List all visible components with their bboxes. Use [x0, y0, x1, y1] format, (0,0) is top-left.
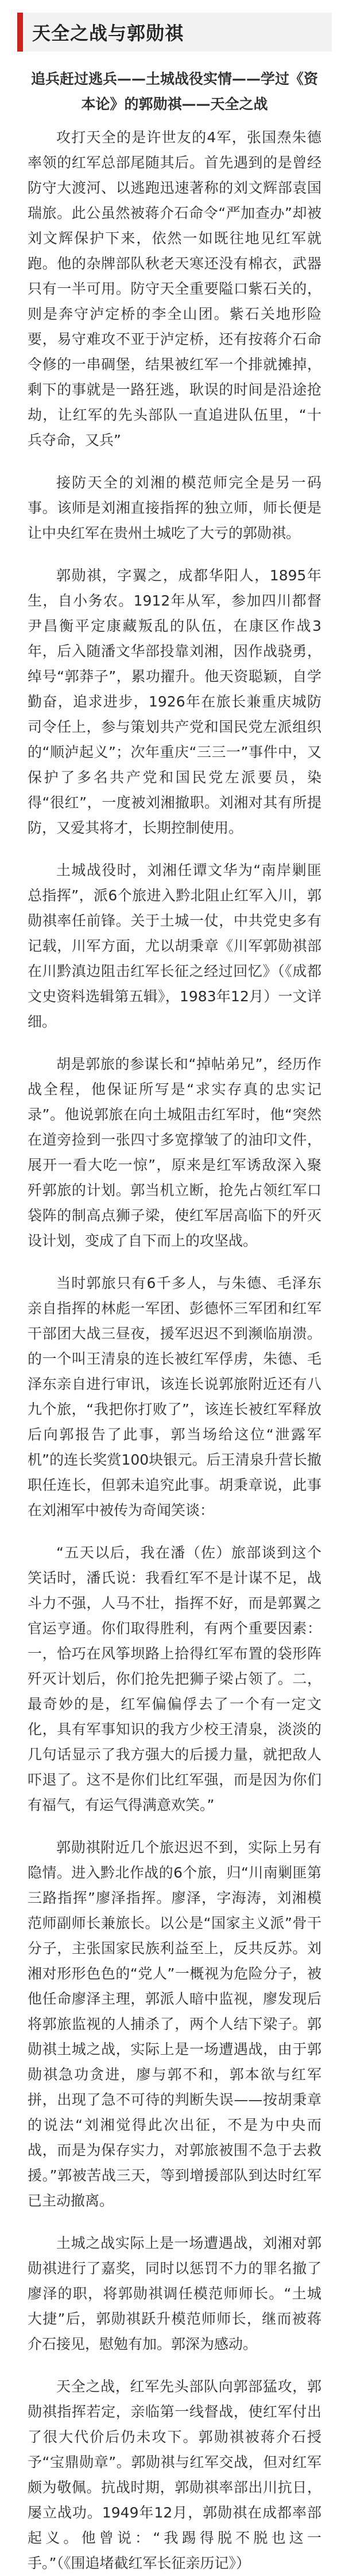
paragraph-9: 土城之战实际上是一场遭遇战，刘湘对郭勋祺进行了嘉奖，同时以惩罚不力的罪名撤了廖泽的职，将郭勋祺调任模范师师长。“土城大捷”后，郭勋祺跃升模范师师长，继而被蒋介石接见，慰勉有加。郭深为感动。 — [28, 2235, 321, 2352]
paragraph-4: 土城战役时，刘湘任谭文华为“南岸剿匪总指挥”，派6个旅进入黔北阻止红军入川，郭勋祺率任前锋。关于土城一仗，中共党史多有记载，川军方面，尤以胡秉章《川军郭勋祺部在川黔滇边阻击红军长征之经过回忆》（《成都文史资料选辑第五辑》，1983年12月）一文详细。 — [28, 862, 321, 1030]
paragraph-7-quote: “五天以后，我在潘（佐）旅部谈到这个笑话时，潘氏说：我看红军不是计谋不足，战斗力不强，人马不壮，指挥不好，而是郭翼之官运亨通。你们取得胜利，有两个重要因素：一，恰巧在风筝坝路上拾得红军布置的袋形阵歼灭计划后，你们抢先把狮子梁占领了。二，最奇妙的是，红军偏偏俘去了一个有一定文化，具有军事知识的我方少校王清泉，淡淡的几句话显示了我方强大的后援力量，就把敌人吓退了。这不是你们比红军强，而是因为你们有福气，有运气得满意欢笑。” — [28, 1544, 321, 1813]
paragraph-8: 郭勋祺附近几个旅迟迟不到，实际上另有隐情。进入黔北作战的6个旅，归“川南剿匪第三路指挥”廖泽指挥。廖泽，字海涛，刘湘模范师副师长兼旅长。以公是“国家主义派”骨干分子，主张国家民族利益至上，反共反苏。刘湘对形形色色的“党人”一概视为危险分子，被他任命廖泽主理，郭派人暗中监视，廖发现后将郭旅监视的人捕杀了，两个人结下梁子。郭勋祺土城之战，实际上是一场遭遇战，由于郭勋祺急功贪进，廖与郭不和，郭本欲与红军拼，出现了急不可待的判断失误——按胡秉章的说法“刘湘觉得此次出征，不是为中央而战，而是为保存实力，对郭旅被围不急于去救援。”郭被苦战三天，等到增援部队到达时红军已主动撤离。 — [28, 1839, 321, 2209]
paragraph-10: 天全之战，红军先头部队向郭部猛攻，郭勋祺指挥若定，亲临第一线督战，使红军付出了很大代价后仍未攻下。郭勋祺被蒋介石授予“宝鼎勋章”。郭勋祺与红军交战，但对红军颇为敬佩。抗战时期，郭勋祺率部出川抗日，屡立战功。1949年12月，郭勋祺在成都率部起义。他曾说：“我踢得脱不脱也这一手。”（《围追堵截红军长征亲历记》） — [28, 2378, 321, 2571]
paragraph-6: 当时郭旅只有6千多人，与朱德、毛泽东亲自指挥的林彪一军团、彭德怀三军团和红军干部团大战三昼夜，援军迟迟不到濒临崩溃。的一个叫王清泉的连长被红军俘虏，朱德、毛泽东亲自进行审讯，该连长说郭旅附近还有八九个旅，“我把你打败了”，该连长被红军释放后向郭报告了此事，郭当场给这位“泄露军机”的连长奖赏100块银元。后王清泉升营长撤职任连长，但郭未追究此事。胡秉章说，此事在刘湘军中被传为奇闻笑谈： — [28, 1275, 321, 1519]
article-subtitle: 追兵赶过逃兵——土城战役实情——学过《资本论》的郭勋祺——天全之战 — [30, 71, 318, 112]
title-bar — [17, 13, 332, 52]
paragraph-3: 郭勋祺，字翼之，成都华阳人，1895年生，自小务农。1912年从军，参加四川都督尹昌衡平定康藏叛乱的队伍，在康区作战3年，后入随潘文华部投靠刘湘，因作战骁勇，绰号“郭莽子”，累功擢升。他天资聪颖，自学勤奋，追求进步，1926年在旅长兼重庆城防司令任上，参与策划共产党和国民党左派组织的“顺泸起义”；次年重庆“三三一”事件中，又保护了多名共产党和国民党左派要员，染得“很红”，一度被刘湘撤职。刘湘对其有所提防，又爱其将才，长期控制使用。 — [28, 567, 321, 836]
article-body — [0, 52, 349, 2576]
paragraph-1: 攻打天全的是许世友的4军，张国焘朱德率领的红军总部尾随其后。首先遇到的是曾经防守大渡河、以逃跑迅速著称的刘文辉部袁国瑞旅。此公虽然被蒋介石命令“严加查办”却被刘文辉保护下来，依然一如既往地见红军就跑。他的杂牌部队秋老天寒还没有棉衣，武器只有一半可用。防守天全重要隘口紫石关的，则是奔守泸定桥的李全山团。紫石关地形险要，易守难攻不亚于泸定桥，还有按蒋介石命令修的一串碉堡，结果被红军一个排就摊掉，剩下的事就是一路狂逃，耿误的时间是沿途抢劫，让红军的先头部队一直追进队伍里，“十兵夺命，又兵” — [28, 129, 321, 448]
paragraph-2: 接防天全的刘湘的模范师完全是另一码事。该师是刘湘直接指挥的独立师，师长便是让中央红军在贵州土城吃了大亏的郭勋祺。 — [28, 474, 321, 541]
article-title: 天全之战与郭勋祺 — [32, 22, 184, 44]
paragraph-5: 胡是郭旅的参谋长和“掉帖弟兄”，经历作战全程，他保证所写是“求实存真的忠实记录”。他说郭旅在向土城阻击红军时，他“突然在道旁捡到一张四寸多宽撑皱了的油印文件，展开一看大吃一惊”，原来是红军诱敌深入聚歼郭旅的计划。郭当机立断，抢先占领红军口袋阵的制高点狮子梁，使红军居高临下的歼灭设计划，变成了自下而上的攻坚战。 — [28, 1056, 321, 1249]
article-page — [0, 13, 349, 2571]
